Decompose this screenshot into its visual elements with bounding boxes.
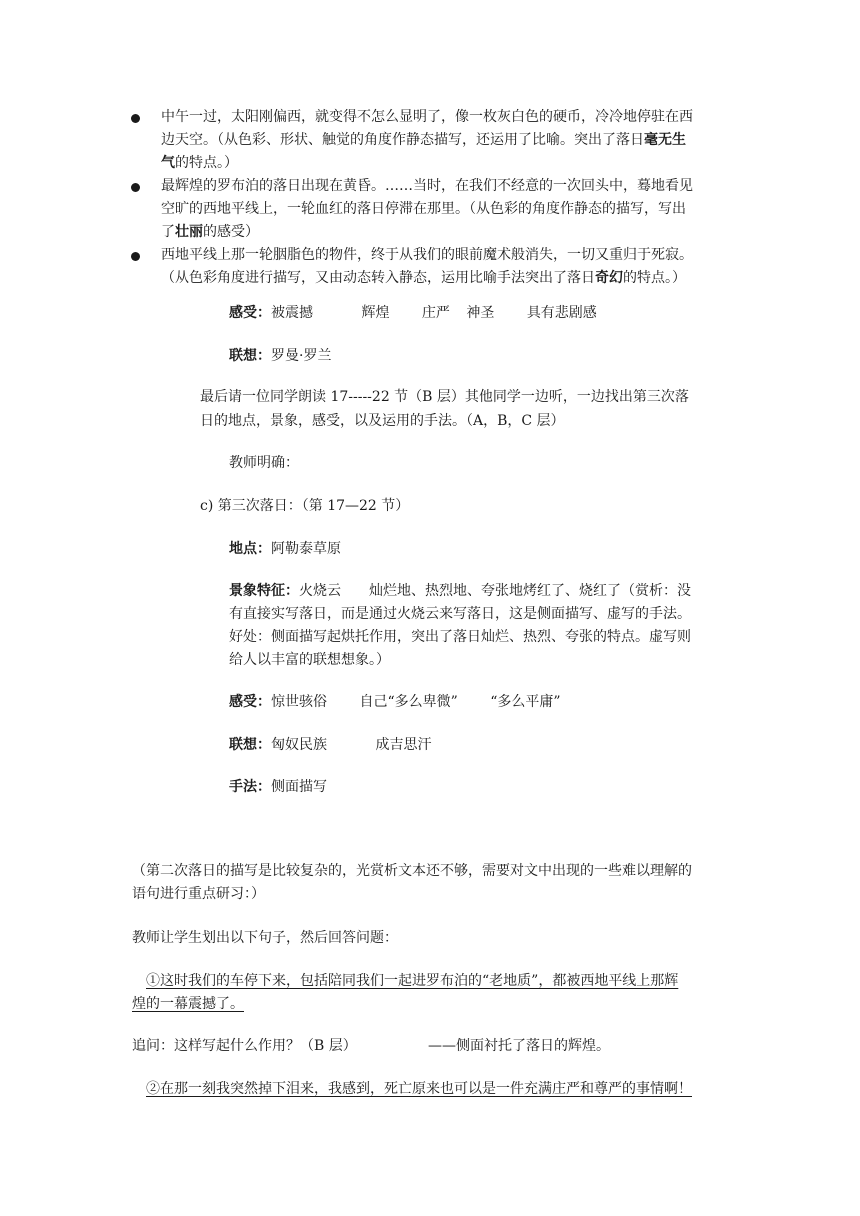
association-1: 联想：罗曼·罗兰 — [229, 348, 332, 364]
teacher-ask: 教师让学生划出以下句子，然后回答问题： — [132, 930, 398, 946]
teacher-clarify: 教师明确： — [229, 455, 299, 471]
third-sunset-heading: c) 第三次落日：（第 17—22 节） — [200, 498, 410, 514]
bullet-dot — [131, 183, 140, 192]
feelings-1: 感受：被震撼 辉煌 庄严 神圣 具有悲剧感 — [229, 305, 597, 321]
bullet-1-line-3: 气的特点。） — [161, 155, 238, 171]
bullet-dot — [131, 114, 140, 123]
bullet-1-line-1: 中午一过，太阳刚偏西，就变得不怎么显明了，像一枚灰白色的硬币，冷冷地停驻在西 — [161, 109, 693, 125]
scene-line-1: 景象特征：火烧云 灿烂地、热烈地、夸张地烤红了、烧红了（赏析：没 — [229, 583, 691, 599]
feelings-label: 感受： — [229, 305, 271, 321]
bullet-2-line-3: 了壮丽的感受） — [161, 224, 259, 240]
instruction-line-1: 最后请一位同学朗读 17-----22 节（B 层）其他同学一边听，一边找出第三次落 — [200, 389, 689, 405]
instruction-line-2: 日的地点，景象，感受，以及运用的手法。（A，B，C 层） — [200, 413, 565, 429]
followup-answer: ——侧面衬托了落日的辉煌。 — [428, 1038, 610, 1054]
association-2: 联想：匈奴民族 成吉思汗 — [229, 737, 432, 753]
note-line-1: （第二次落日的描写是比较复杂的，光赏析文本还不够，需要对文中出现的一些难以理解的 — [132, 863, 692, 879]
scene-line-3: 好处：侧面描写起烘托作用，突出了落日灿烂、热烈、夸张的特点。虚写则 — [229, 629, 691, 645]
note-line-2: 语句进行重点研习：） — [132, 886, 265, 902]
scene-line-2: 有直接实写落日，而是通过火烧云来写落日，这是侧面描写、虚写的手法。 — [229, 606, 691, 622]
sentence-1-line-2: 煌的一幕震撼了。 — [132, 996, 244, 1012]
bullet-2-line-2: 空旷的西地平线上，一轮血红的落日停滞在那里。（从色彩的角度作静态的描写，写出 — [161, 201, 686, 217]
followup-question: 追问：这样写起什么作用？（B 层） — [132, 1038, 357, 1054]
bullet-3-line-1: 西地平线上那一轮胭脂色的物件，终于从我们的眼前魔术般消失，一切又重归于死寂。 — [161, 247, 693, 263]
place: 地点：阿勒泰草原 — [229, 541, 341, 557]
sentence-2: ②在那一刻我突然掉下泪来，我感到，死亡原来也可以是一件充满庄严和尊严的事情啊！ — [146, 1081, 692, 1097]
scene-line-4: 给人以丰富的联想想象。） — [229, 652, 390, 668]
bullet-1-line-2: 边天空。（从色彩、形状、触觉的角度作静态描写，还运用了比喻。突出了落日毫无生 — [161, 132, 686, 148]
bullet-2-line-1: 最辉煌的罗布泊的落日出现在黄昏。……当时，在我们不经意的一次回头中，蓦地看见 — [161, 178, 693, 194]
bullet-dot — [131, 252, 140, 261]
bullet-3-line-2: （从色彩角度进行描写，又由动态转入静态，运用比喻手法突出了落日奇幻的特点。） — [161, 270, 686, 286]
method: 手法：侧面描写 — [229, 779, 327, 795]
sentence-1-line-1: ①这时我们的车停下来，包括陪同我们一起进罗布泊的“老地质”，都被西地平线上那辉 — [146, 973, 679, 989]
association-label: 联想： — [229, 348, 271, 364]
feelings-2: 感受：惊世骇俗 自己“多么卑微” “多么平庸” — [229, 694, 561, 710]
